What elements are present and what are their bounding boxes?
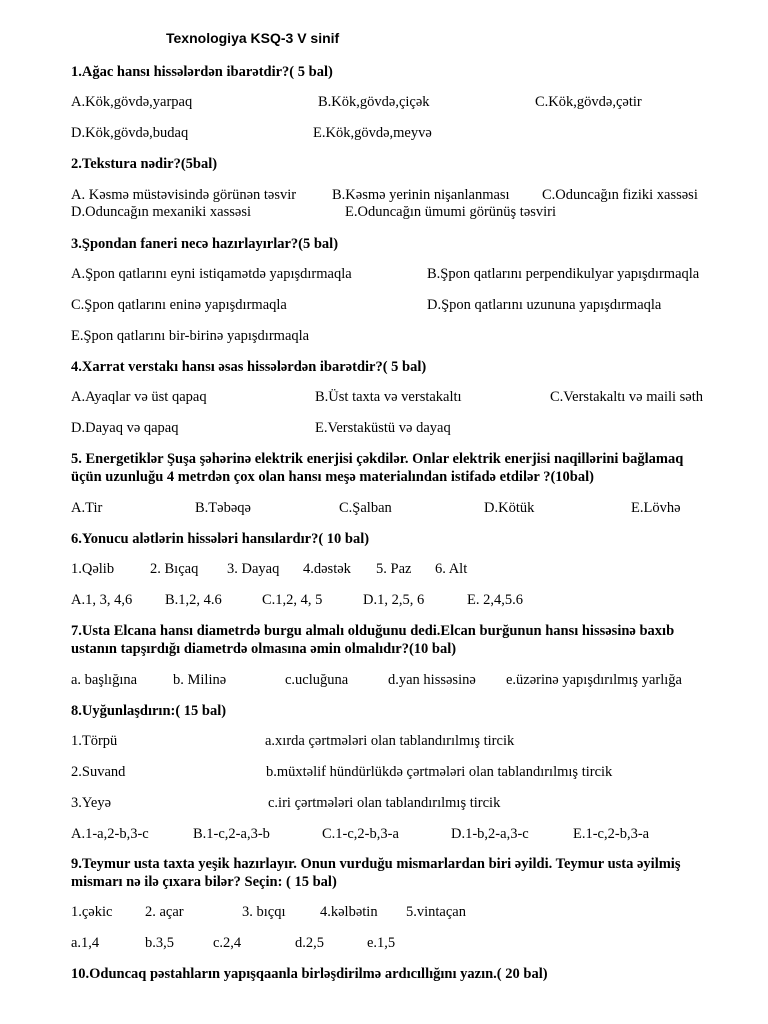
q9-item: 4.kəlbətin — [320, 904, 378, 920]
question-10: 10.Oduncaq pəstahların yapışqaanla birləşdirilmə ardıcıllığını yazın.( 20 bal) — [71, 966, 548, 982]
q6-option-b: B.1,2, 4.6 — [165, 592, 222, 608]
question-7-line-2: ustanın tapşırdığı diametrdə olmasına əmin olmalıdır?(10 bal) — [71, 641, 457, 657]
q6-item: 5. Paz — [376, 561, 412, 577]
q8-option-a: A.1-a,2-b,3-c — [71, 826, 149, 842]
q5-option-d: D.Kötük — [484, 500, 535, 516]
q7-option-b: b. Milinə — [173, 672, 227, 688]
question-7-line-1: 7.Usta Elcana hansı diametrdə burgu almalı olduğunu dedi.Elcan burğunun hansı hissəsinə baxıb — [71, 623, 675, 639]
q7-option-d: d.yan hissəsinə — [388, 672, 476, 688]
q3-option-e: E.Şpon qatlarını bir-birinə yapışdırmaqla — [71, 328, 310, 344]
q7-option-c: c.ucluğuna — [285, 672, 349, 688]
q7-option-e: e.üzərinə yapışdırılmış yarlığa — [506, 672, 682, 688]
q2-option-b: B.Kəsmə yerinin nişanlanması — [332, 187, 510, 203]
q6-item: 4.dəstək — [303, 561, 351, 577]
q9-option-b: b.3,5 — [145, 935, 174, 951]
q9-item: 1.çəkic — [71, 904, 113, 920]
q2-option-a: A. Kəsmə müstəvisində görünən təsvir — [71, 187, 297, 203]
q6-option-d: D.1, 2,5, 6 — [363, 592, 425, 608]
q8-right-item: a.xırda çərtmələri olan tablandırılmış tircik — [265, 733, 515, 749]
question-5-line-2: üçün uzunluğu 4 metrdən çox olan hansı meşə materialından istifadə etdilər ?(10bal) — [71, 469, 594, 485]
q9-item: 3. bıçqı — [242, 904, 286, 920]
q4-option-b: B.Üst taxta və verstakaltı — [315, 389, 462, 405]
question-2: 2.Tekstura nədir?(5bal) — [71, 156, 218, 172]
q6-item: 6. Alt — [435, 561, 468, 577]
q1-option-b: B.Kök,gövdə,çiçək — [318, 94, 430, 110]
q3-option-b: B.Şpon qatlarını perpendikulyar yapışdırmaqla — [427, 266, 700, 282]
exam-title: Texnologiya KSQ-3 V sinif — [166, 30, 340, 46]
q8-left-item: 3.Yeyə — [71, 795, 112, 811]
question-6: 6.Yonucu alətlərin hissələri hansılardır?( 10 bal) — [71, 531, 370, 547]
question-1: 1.Ağac hansı hissələrdən ibarətdir?( 5 bal) — [71, 64, 333, 80]
question-8: 8.Uyğunlaşdırın:( 15 bal) — [71, 703, 227, 719]
q2-option-e: E.Oduncağın ümumi görünüş təsviri — [345, 204, 557, 220]
q5-option-a: A.Tir — [71, 500, 103, 516]
q3-option-a: A.Şpon qatlarını eyni istiqamətdə yapışdırmaqla — [71, 266, 352, 282]
q4-option-d: D.Dayaq və qapaq — [71, 420, 179, 436]
q4-option-c: C.Verstakaltı və maili səth — [550, 389, 704, 405]
q3-option-c: C.Şpon qatlarını eninə yapışdırmaqla — [71, 297, 287, 313]
q5-option-b: B.Təbəqə — [195, 500, 251, 516]
q8-option-d: D.1-b,2-a,3-c — [451, 826, 529, 842]
q9-item: 2. açar — [145, 904, 184, 920]
q6-item: 2. Bıçaq — [150, 561, 199, 577]
q4-option-a: A.Ayaqlar və üst qapaq — [71, 389, 207, 405]
q8-left-item: 2.Suvand — [71, 764, 126, 780]
q7-option-a: a. başlığına — [71, 672, 138, 688]
q3-option-d: D.Şpon qatlarını uzununa yapışdırmaqla — [427, 297, 662, 313]
q9-option-c: c.2,4 — [213, 935, 242, 951]
q1-option-a: A.Kök,gövdə,yarpaq — [71, 94, 193, 110]
q6-option-e: E. 2,4,5.6 — [467, 592, 523, 608]
q1-option-e: E.Kök,gövdə,meyvə — [313, 125, 432, 141]
q8-option-b: B.1-c,2-a,3-b — [193, 826, 270, 842]
question-9-line-1: 9.Teymur usta taxta yeşik hazırlayır. Onun vurduğu mismarlardan biri əyildi. Teymur usta əyilmiş — [71, 856, 681, 872]
q6-option-a: A.1, 3, 4,6 — [71, 592, 133, 608]
q2-option-d: D.Oduncağın mexaniki xassəsi — [71, 204, 252, 220]
q4-option-e: E.Verstaküstü və dayaq — [315, 420, 451, 436]
q5-option-c: C.Şalban — [339, 500, 392, 516]
question-3: 3.Şpondan faneri necə hazırlayırlar?(5 bal) — [71, 236, 339, 252]
q8-option-e: E.1-c,2-b,3-a — [573, 826, 650, 842]
q5-option-e: E.Lövhə — [631, 500, 681, 516]
q9-option-a: a.1,4 — [71, 935, 100, 951]
q2-option-c: C.Oduncağın fiziki xassəsi — [542, 187, 698, 203]
q8-option-c: C.1-c,2-b,3-a — [322, 826, 399, 842]
question-9-line-2: mismarı nə ilə çıxara bilər? Seçin: ( 15 bal) — [71, 874, 337, 890]
q1-option-d: D.Kök,gövdə,budaq — [71, 125, 189, 141]
question-4: 4.Xarrat verstakı hansı əsas hissələrdən ibarətdir?( 5 bal) — [71, 359, 427, 375]
q9-item: 5.vintaçan — [406, 904, 466, 920]
q6-item: 1.Qəlib — [71, 561, 115, 577]
q8-left-item: 1.Törpü — [71, 733, 118, 749]
q8-right-item: b.müxtəlif hündürlükdə çərtmələri olan tablandırılmış tircik — [266, 764, 613, 780]
q9-option-e: e.1,5 — [367, 935, 396, 951]
q9-option-d: d.2,5 — [295, 935, 324, 951]
q6-option-c: C.1,2, 4, 5 — [262, 592, 323, 608]
q8-right-item: c.iri çərtmələri olan tablandırılmış tircik — [268, 795, 501, 811]
q6-item: 3. Dayaq — [227, 561, 280, 577]
q1-option-c: C.Kök,gövdə,çətir — [535, 94, 642, 110]
question-5-line-1: 5. Energetiklər Şuşa şəhərinə elektrik enerjisi çəkdilər. Onlar elektrik enerjisi naqillərini bağlamaq — [71, 451, 684, 467]
